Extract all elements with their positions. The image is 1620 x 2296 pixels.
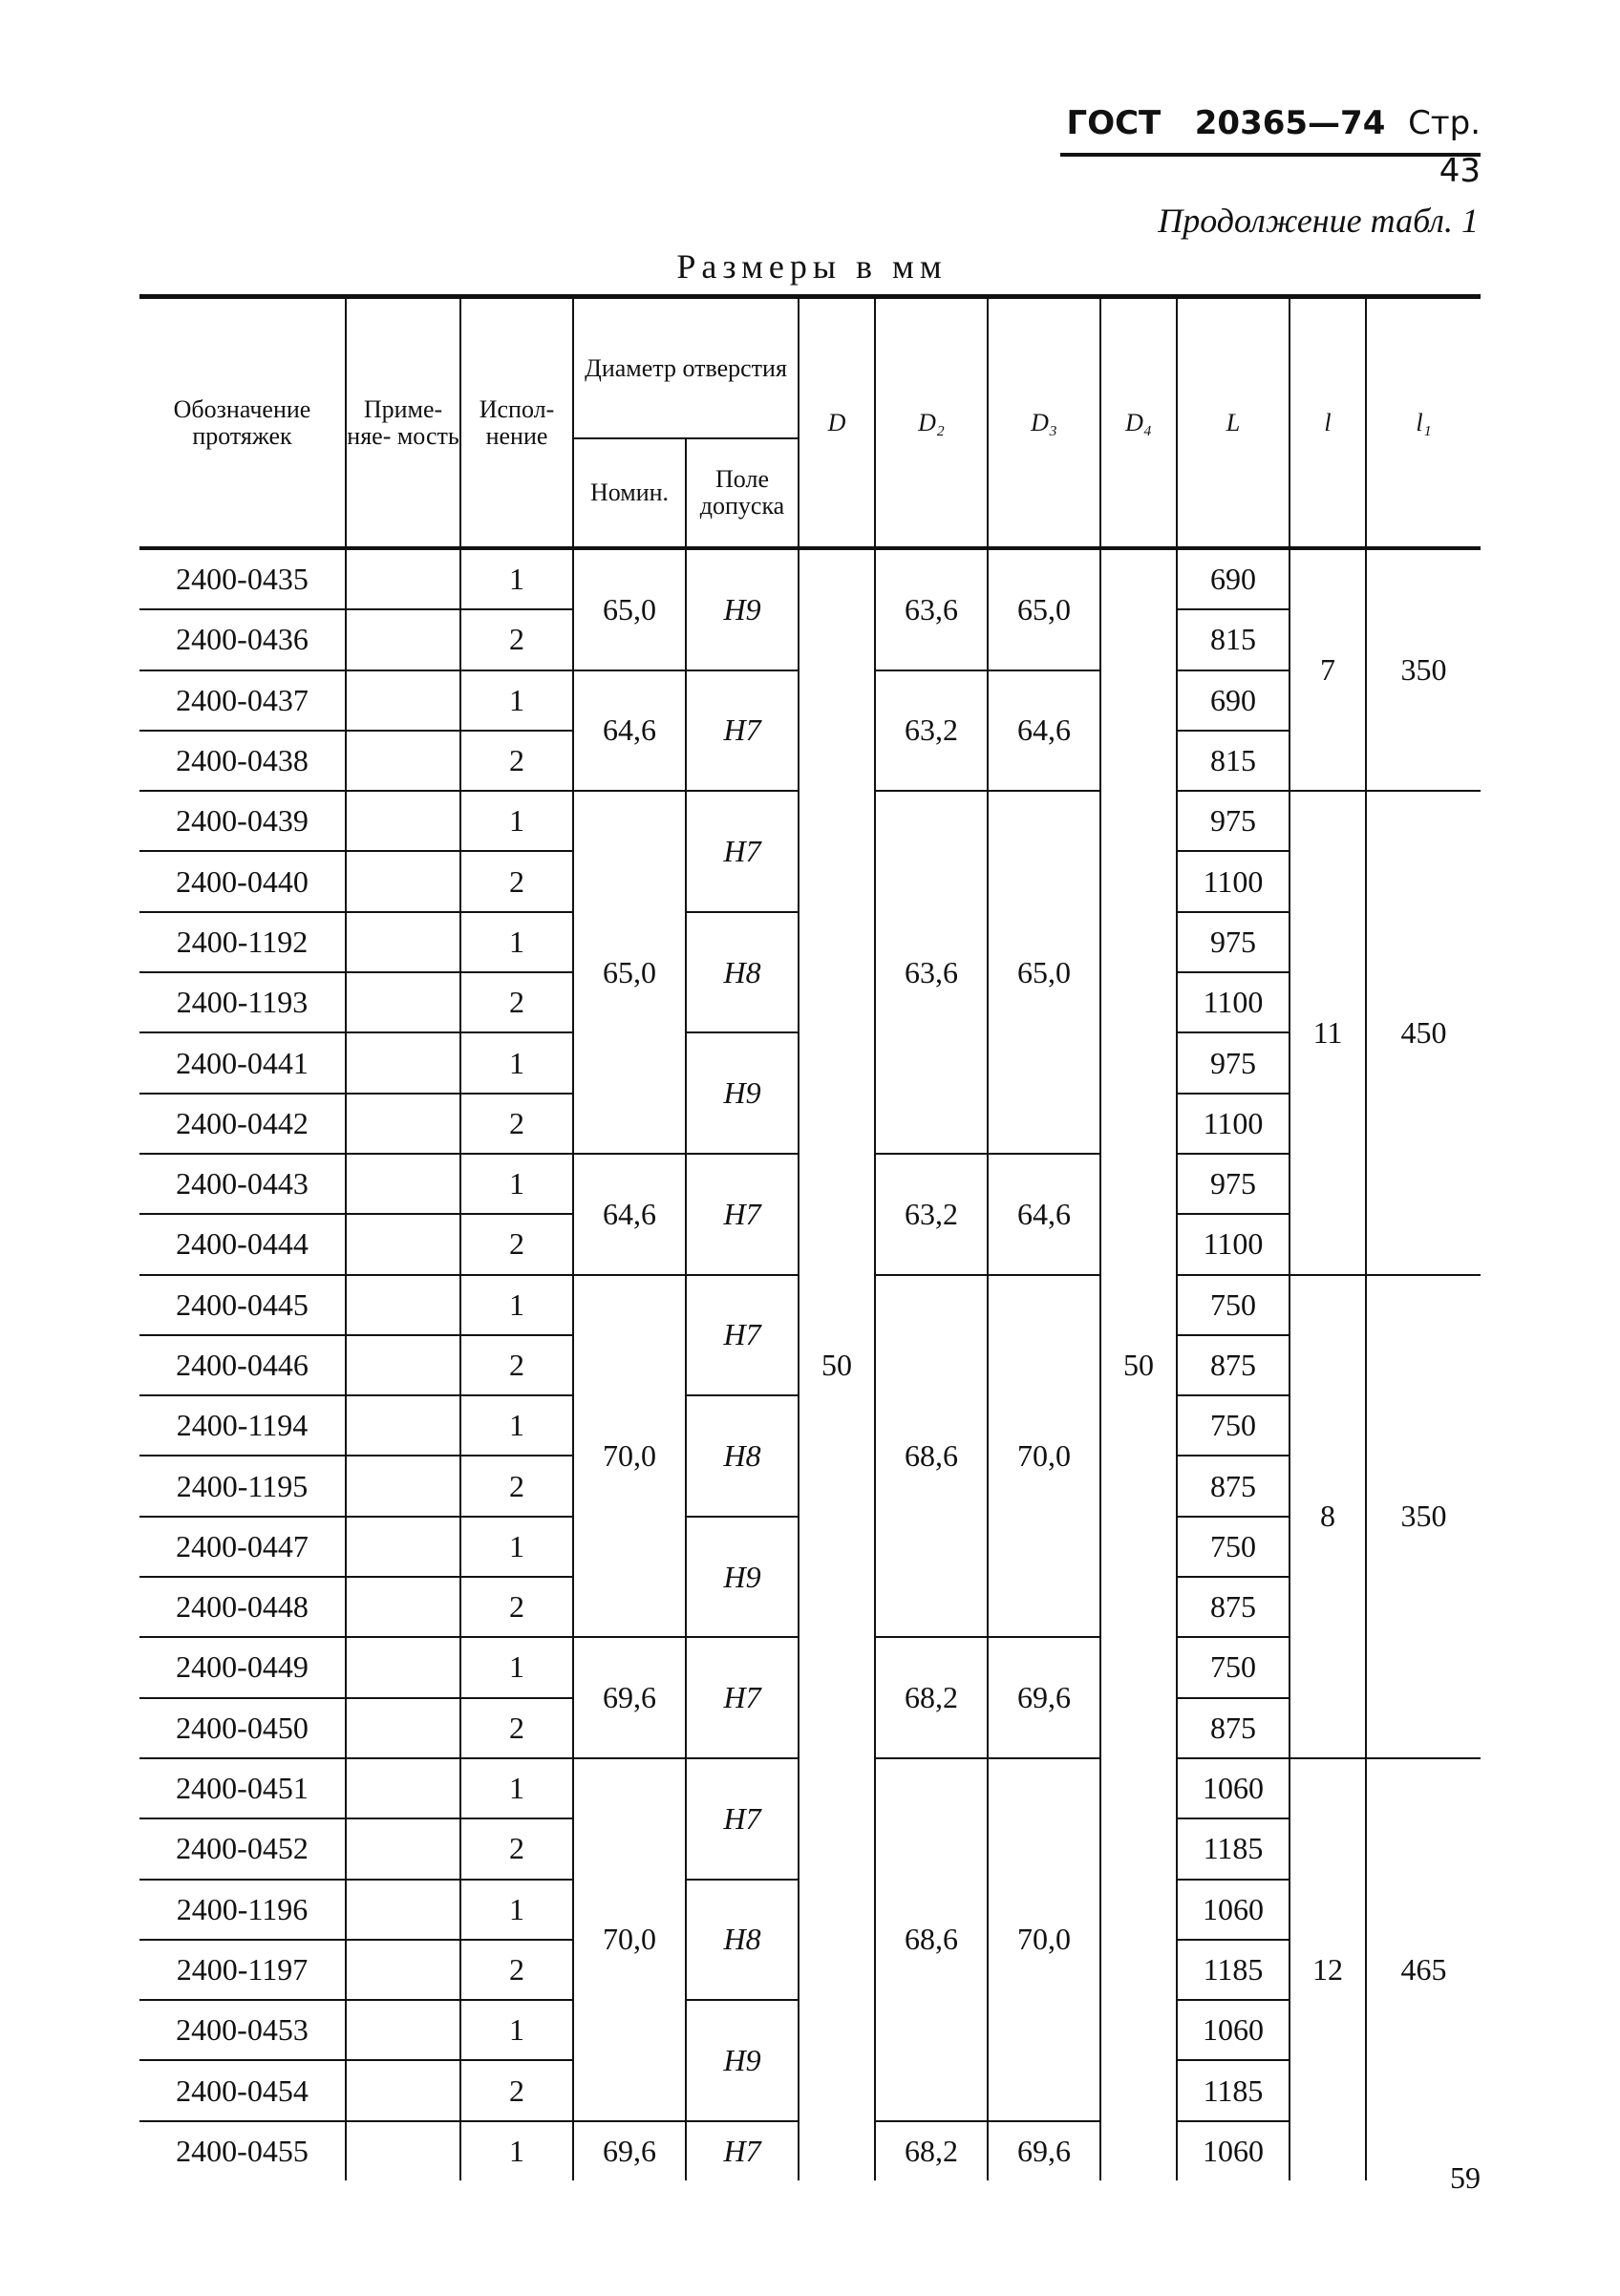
col-D3: D₃: [988, 297, 1100, 549]
version-cell: 2: [460, 1940, 573, 2000]
designation-cell: 2400-1194: [139, 1395, 346, 1456]
L-cell: 1060: [1177, 2121, 1290, 2180]
applicability-cell: [346, 2121, 460, 2180]
L-cell: 750: [1177, 1637, 1290, 1697]
l1-cell: 465: [1366, 1758, 1481, 2180]
designation-cell: 2400-1193: [139, 972, 346, 1032]
nominal-diameter-cell: 65,0: [573, 791, 686, 1154]
l-cell: 7: [1290, 548, 1366, 791]
applicability-cell: [346, 1335, 460, 1395]
designation-cell: 2400-0451: [139, 1758, 346, 1818]
L-cell: 1185: [1177, 1940, 1290, 2000]
tolerance-cell: H9: [686, 1517, 799, 1638]
D2-cell: 63,6: [875, 548, 988, 670]
applicability-cell: [346, 791, 460, 851]
L-cell: 875: [1177, 1577, 1290, 1637]
dimensions-table-container: [139, 294, 1481, 2180]
tolerance-cell: H8: [686, 912, 799, 1033]
tolerance-cell: H7: [686, 791, 799, 912]
col-D2: D₂: [875, 297, 988, 549]
designation-cell: 2400-0438: [139, 731, 346, 791]
designation-cell: 2400-0439: [139, 791, 346, 851]
D4-cell: 50: [1100, 548, 1177, 2180]
tolerance-cell: H7: [686, 2121, 799, 2180]
applicability-cell: [346, 1758, 460, 1818]
version-cell: 1: [460, 2000, 573, 2060]
L-cell: 975: [1177, 912, 1290, 972]
applicability-cell: [346, 1880, 460, 1940]
L-cell: 1060: [1177, 2000, 1290, 2060]
nominal-diameter-cell: 64,6: [573, 670, 686, 792]
col-l: l: [1290, 297, 1366, 549]
D3-cell: 65,0: [988, 548, 1100, 670]
applicability-cell: [346, 1637, 460, 1697]
D2-cell: 68,6: [875, 1758, 988, 2121]
tolerance-cell: H7: [686, 1758, 799, 1880]
version-cell: 2: [460, 731, 573, 791]
L-cell: 875: [1177, 1698, 1290, 1758]
L-cell: 1060: [1177, 1880, 1290, 1940]
version-cell: 1: [460, 1275, 573, 1335]
designation-cell: 2400-0436: [139, 609, 346, 670]
applicability-cell: [346, 609, 460, 670]
applicability-cell: [346, 1395, 460, 1456]
D3-cell: 65,0: [988, 791, 1100, 1154]
D3-cell: 69,6: [988, 1637, 1100, 1758]
table-row: [139, 548, 1481, 609]
L-cell: 1100: [1177, 972, 1290, 1032]
designation-cell: 2400-0447: [139, 1517, 346, 1577]
dimensions-table: [139, 294, 1481, 2180]
L-cell: 750: [1177, 1275, 1290, 1335]
units-caption: Размеры в мм: [676, 247, 948, 286]
nominal-diameter-cell: 70,0: [573, 1758, 686, 2121]
L-cell: 815: [1177, 731, 1290, 791]
designation-cell: 2400-0450: [139, 1698, 346, 1758]
page-number: 59: [1450, 2160, 1481, 2195]
version-cell: 1: [460, 670, 573, 731]
D3-cell: 70,0: [988, 1275, 1100, 1638]
gost-number: 20365—74: [1194, 104, 1386, 142]
L-cell: 1100: [1177, 1094, 1290, 1154]
applicability-cell: [346, 972, 460, 1032]
L-cell: 975: [1177, 791, 1290, 851]
D2-cell: 63,6: [875, 791, 988, 1154]
designation-cell: 2400-0452: [139, 1818, 346, 1879]
tolerance-cell: H8: [686, 1395, 799, 1517]
col-D: D: [799, 297, 875, 549]
version-cell: 1: [460, 1637, 573, 1697]
col-D4: D₄: [1100, 297, 1177, 549]
D2-cell: 63,2: [875, 1154, 988, 1275]
version-cell: 2: [460, 1335, 573, 1395]
D-cell: 50: [799, 548, 875, 2180]
L-cell: 750: [1177, 1517, 1290, 1577]
version-cell: 2: [460, 1698, 573, 1758]
designation-cell: 2400-0437: [139, 670, 346, 731]
nominal-diameter-cell: 64,6: [573, 1154, 686, 1275]
tolerance-cell: H8: [686, 1880, 799, 2001]
col-L: L: [1177, 297, 1290, 549]
designation-cell: 2400-0443: [139, 1154, 346, 1214]
L-cell: 690: [1177, 670, 1290, 731]
col-version: Испол- нение: [460, 297, 573, 549]
tolerance-cell: H7: [686, 1154, 799, 1275]
version-cell: 1: [460, 791, 573, 851]
D2-cell: 63,2: [875, 670, 988, 792]
L-cell: 815: [1177, 609, 1290, 670]
version-cell: 1: [460, 1154, 573, 1214]
version-cell: 1: [460, 912, 573, 972]
L-cell: 1185: [1177, 2060, 1290, 2120]
table-continuation-note: Продолжение табл. 1: [1158, 202, 1479, 240]
designation-cell: 2400-0441: [139, 1032, 346, 1093]
designation-cell: 2400-0442: [139, 1094, 346, 1154]
tolerance-cell: H7: [686, 1275, 799, 1396]
applicability-cell: [346, 731, 460, 791]
L-cell: 875: [1177, 1456, 1290, 1516]
page-header: [1060, 99, 1481, 190]
L-cell: 1100: [1177, 851, 1290, 911]
version-cell: 2: [460, 1456, 573, 1516]
designation-cell: 2400-1196: [139, 1880, 346, 1940]
l1-cell: 350: [1366, 548, 1481, 791]
nominal-diameter-cell: 69,6: [573, 2121, 686, 2180]
col-l1: l₁: [1366, 297, 1481, 549]
D3-cell: 64,6: [988, 670, 1100, 792]
l-cell: 8: [1290, 1275, 1366, 1758]
applicability-cell: [346, 1517, 460, 1577]
page-label: Стр. 43: [1408, 104, 1481, 190]
applicability-cell: [346, 1275, 460, 1335]
tolerance-cell: H9: [686, 548, 799, 670]
version-cell: 1: [460, 548, 573, 609]
version-cell: 2: [460, 1577, 573, 1637]
l1-cell: 350: [1366, 1275, 1481, 1758]
D3-cell: 70,0: [988, 1758, 1100, 2121]
designation-cell: 2400-0446: [139, 1335, 346, 1395]
L-cell: 975: [1177, 1032, 1290, 1093]
applicability-cell: [346, 670, 460, 731]
l-cell: 12: [1290, 1758, 1366, 2180]
col-hole-diameter: Диаметр отверстия: [573, 297, 799, 439]
version-cell: 2: [460, 609, 573, 670]
version-cell: 1: [460, 1517, 573, 1577]
version-cell: 1: [460, 1758, 573, 1818]
l1-cell: 450: [1366, 791, 1481, 1274]
applicability-cell: [346, 1154, 460, 1214]
D2-cell: 68,6: [875, 1275, 988, 1638]
L-cell: 875: [1177, 1335, 1290, 1395]
designation-cell: 2400-0453: [139, 2000, 346, 2060]
D2-cell: 68,2: [875, 1637, 988, 1758]
designation-cell: 2400-0435: [139, 548, 346, 609]
version-cell: 1: [460, 1880, 573, 1940]
nominal-diameter-cell: 69,6: [573, 1637, 686, 1758]
designation-cell: 2400-0440: [139, 851, 346, 911]
col-nominal: Номин.: [573, 438, 686, 548]
version-cell: 2: [460, 851, 573, 911]
D3-cell: 69,6: [988, 2121, 1100, 2180]
applicability-cell: [346, 1698, 460, 1758]
D2-cell: 68,2: [875, 2121, 988, 2180]
nominal-diameter-cell: 65,0: [573, 548, 686, 670]
version-cell: 2: [460, 1214, 573, 1274]
version-cell: 2: [460, 972, 573, 1032]
designation-cell: 2400-0449: [139, 1637, 346, 1697]
version-cell: 1: [460, 2121, 573, 2180]
designation-cell: 2400-0445: [139, 1275, 346, 1335]
L-cell: 690: [1177, 548, 1290, 609]
designation-cell: 2400-0448: [139, 1577, 346, 1637]
applicability-cell: [346, 1818, 460, 1879]
version-cell: 2: [460, 1818, 573, 1879]
applicability-cell: [346, 1214, 460, 1274]
tolerance-cell: H9: [686, 2000, 799, 2121]
applicability-cell: [346, 1094, 460, 1154]
applicability-cell: [346, 1456, 460, 1516]
designation-cell: 2400-1195: [139, 1456, 346, 1516]
applicability-cell: [346, 1032, 460, 1093]
designation-cell: 2400-0444: [139, 1214, 346, 1274]
L-cell: 975: [1177, 1154, 1290, 1214]
L-cell: 1060: [1177, 1758, 1290, 1818]
tolerance-cell: H7: [686, 670, 799, 792]
col-tolerance: Поле допуска: [686, 438, 799, 548]
tolerance-cell: H9: [686, 1032, 799, 1154]
applicability-cell: [346, 2000, 460, 2060]
gost-label: ГОСТ: [1066, 104, 1162, 142]
designation-cell: 2400-0455: [139, 2121, 346, 2180]
designation-cell: 2400-0454: [139, 2060, 346, 2120]
l-cell: 11: [1290, 791, 1366, 1274]
nominal-diameter-cell: 70,0: [573, 1275, 686, 1638]
applicability-cell: [346, 912, 460, 972]
applicability-cell: [346, 1940, 460, 2000]
version-cell: 2: [460, 2060, 573, 2120]
applicability-cell: [346, 1577, 460, 1637]
applicability-cell: [346, 548, 460, 609]
version-cell: 1: [460, 1032, 573, 1093]
version-cell: 2: [460, 1094, 573, 1154]
applicability-cell: [346, 2060, 460, 2120]
tolerance-cell: H7: [686, 1637, 799, 1758]
col-applicability: Приме- няе- мость: [346, 297, 460, 549]
applicability-cell: [346, 851, 460, 911]
L-cell: 1100: [1177, 1214, 1290, 1274]
L-cell: 750: [1177, 1395, 1290, 1456]
L-cell: 1185: [1177, 1818, 1290, 1879]
D3-cell: 64,6: [988, 1154, 1100, 1275]
designation-cell: 2400-1192: [139, 912, 346, 972]
designation-cell: 2400-1197: [139, 1940, 346, 2000]
version-cell: 1: [460, 1395, 573, 1456]
col-designation: Обозначение протяжек: [139, 297, 346, 549]
